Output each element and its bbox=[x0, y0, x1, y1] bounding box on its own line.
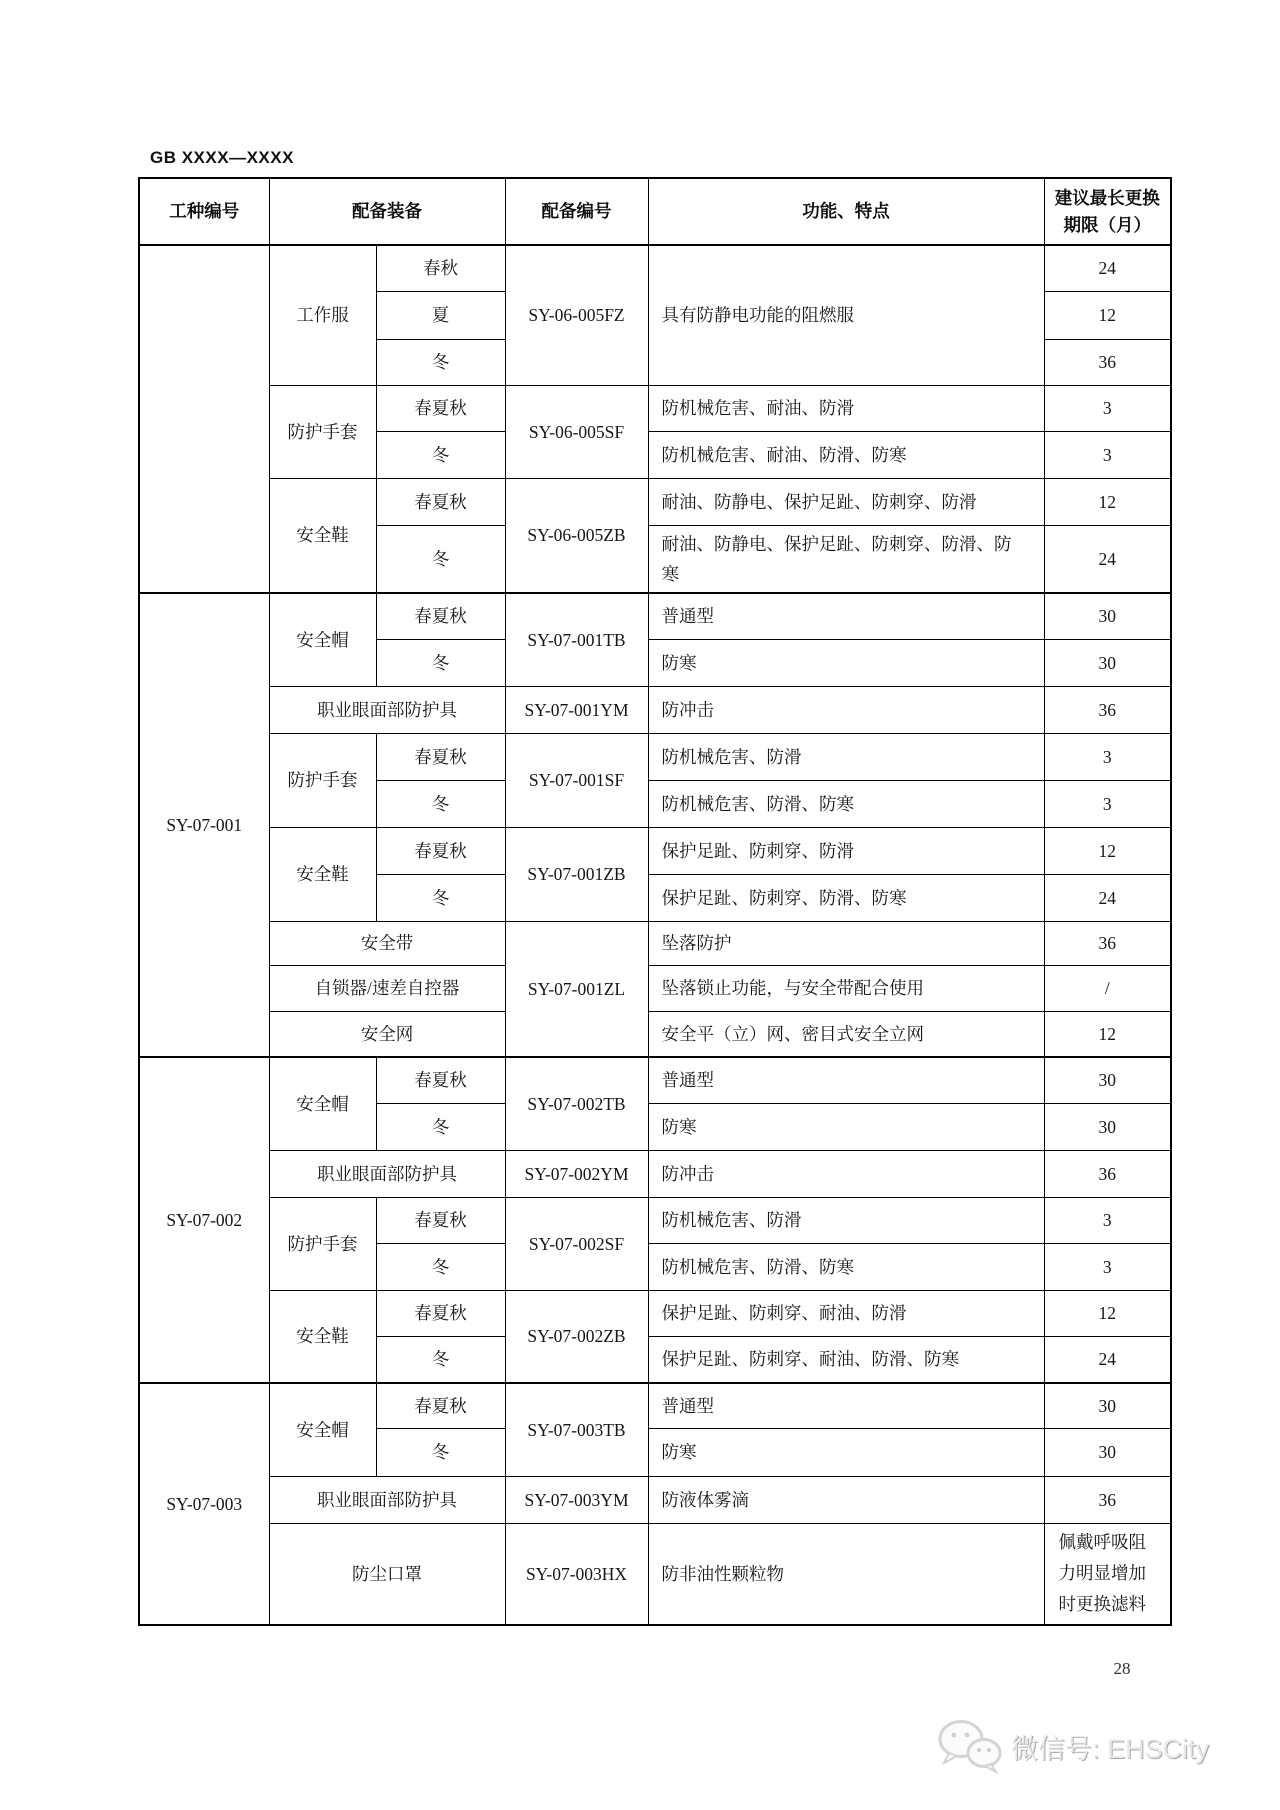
code-cell: SY-07-001SF bbox=[505, 733, 648, 827]
period-cell: 30 bbox=[1044, 1057, 1171, 1103]
table-row bbox=[139, 686, 1171, 733]
code-cell: SY-06-005FZ bbox=[505, 245, 648, 385]
season-cell: 春夏秋 bbox=[376, 593, 505, 639]
feature-cell: 防机械危害、防滑、防寒 bbox=[648, 1243, 1044, 1290]
table-row bbox=[139, 1011, 1171, 1057]
feature-cell: 防机械危害、耐油、防滑 bbox=[648, 385, 1044, 431]
period-cell: 24 bbox=[1044, 525, 1171, 593]
code-cell: SY-07-002YM bbox=[505, 1150, 648, 1197]
feature-cell: 具有防静电功能的阻燃服 bbox=[648, 245, 1044, 385]
season-cell: 春夏秋 bbox=[376, 478, 505, 525]
feature-cell: 普通型 bbox=[648, 593, 1044, 639]
period-cell: 30 bbox=[1044, 593, 1171, 639]
table-row bbox=[139, 593, 1171, 639]
code-cell: SY-07-002TB bbox=[505, 1057, 648, 1150]
feature-cell: 防冲击 bbox=[648, 1150, 1044, 1197]
feature-cell: 防寒 bbox=[648, 639, 1044, 686]
code-cell: SY-06-005ZB bbox=[505, 478, 648, 593]
table-row bbox=[139, 1383, 1171, 1428]
period-cell: 3 bbox=[1044, 385, 1171, 431]
season-cell: 冬 bbox=[376, 780, 505, 827]
feature-cell: 防机械危害、防滑、防寒 bbox=[648, 780, 1044, 827]
feature-cell: 防寒 bbox=[648, 1428, 1044, 1476]
feature-cell: 保护足趾、防刺穿、耐油、防滑、防寒 bbox=[648, 1336, 1044, 1383]
page-number: 28 bbox=[1113, 1659, 1131, 1678]
equipment-cell: 安全网 bbox=[269, 1011, 505, 1057]
feature-cell: 防冲击 bbox=[648, 686, 1044, 733]
season-cell: 春夏秋 bbox=[376, 385, 505, 431]
season-cell: 冬 bbox=[376, 339, 505, 385]
feature-cell: 普通型 bbox=[648, 1383, 1044, 1428]
equipment-cell: 自锁器/速差自控器 bbox=[269, 965, 505, 1011]
equipment-cell: 安全鞋 bbox=[269, 1290, 376, 1383]
feature-cell: 耐油、防静电、保护足趾、防刺穿、防滑 bbox=[648, 478, 1044, 525]
table-row bbox=[139, 1290, 1171, 1336]
code-cell: SY-07-003HX bbox=[505, 1523, 648, 1625]
watermark-text: 微信号: EHSCity bbox=[1011, 1733, 1210, 1764]
season-cell: 春夏秋 bbox=[376, 1383, 505, 1428]
column-header: 配备编号 bbox=[505, 178, 648, 245]
season-cell: 冬 bbox=[376, 431, 505, 478]
period-cell: 24 bbox=[1044, 1336, 1171, 1383]
period-cell: 36 bbox=[1044, 339, 1171, 385]
equipment-cell: 安全帽 bbox=[269, 1383, 376, 1476]
feature-cell: 坠落防护 bbox=[648, 921, 1044, 965]
period-cell: 12 bbox=[1044, 1011, 1171, 1057]
period-cell: 36 bbox=[1044, 1476, 1171, 1523]
season-cell: 夏 bbox=[376, 291, 505, 339]
season-cell: 春夏秋 bbox=[376, 1057, 505, 1103]
code-cell: SY-07-001YM bbox=[505, 686, 648, 733]
season-cell: 冬 bbox=[376, 874, 505, 921]
equipment-table bbox=[138, 177, 1172, 1626]
season-cell: 冬 bbox=[376, 1243, 505, 1290]
table-row bbox=[139, 965, 1171, 1011]
period-cell: 36 bbox=[1044, 1150, 1171, 1197]
column-header: 配备装备 bbox=[269, 178, 505, 245]
table-row bbox=[139, 1197, 1171, 1243]
feature-cell: 保护足趾、防刺穿、耐油、防滑 bbox=[648, 1290, 1044, 1336]
season-cell: 冬 bbox=[376, 1428, 505, 1476]
period-cell: 12 bbox=[1044, 478, 1171, 525]
code-cell: SY-07-003YM bbox=[505, 1476, 648, 1523]
table-header bbox=[139, 178, 1171, 245]
period-cell: 30 bbox=[1044, 1383, 1171, 1428]
code-cell: SY-07-003TB bbox=[505, 1383, 648, 1476]
code-cell: SY-07-001TB bbox=[505, 593, 648, 686]
period-cell: 12 bbox=[1044, 291, 1171, 339]
equipment-cell: 安全帽 bbox=[269, 593, 376, 686]
worktype-cell bbox=[139, 245, 269, 593]
equipment-cell: 安全鞋 bbox=[269, 827, 376, 921]
column-header: 工种编号 bbox=[139, 178, 269, 245]
period-cell: / bbox=[1044, 965, 1171, 1011]
table-row bbox=[139, 1523, 1171, 1625]
code-cell: SY-07-001ZB bbox=[505, 827, 648, 921]
period-cell: 3 bbox=[1044, 1243, 1171, 1290]
feature-cell: 安全平（立）网、密目式安全立网 bbox=[648, 1011, 1044, 1057]
period-cell: 24 bbox=[1044, 245, 1171, 291]
season-cell: 春夏秋 bbox=[376, 827, 505, 874]
feature-cell: 普通型 bbox=[648, 1057, 1044, 1103]
table-row bbox=[139, 733, 1171, 780]
feature-cell: 防机械危害、防滑 bbox=[648, 1197, 1044, 1243]
season-cell: 春夏秋 bbox=[376, 733, 505, 780]
equipment-cell: 防护手套 bbox=[269, 733, 376, 827]
equipment-cell: 职业眼面部防护具 bbox=[269, 686, 505, 733]
season-cell: 冬 bbox=[376, 639, 505, 686]
watermark bbox=[936, 1716, 1209, 1776]
feature-cell: 防机械危害、防滑 bbox=[648, 733, 1044, 780]
period-cell: 36 bbox=[1044, 686, 1171, 733]
feature-cell: 防非油性颗粒物 bbox=[648, 1523, 1044, 1625]
code-cell: SY-06-005SF bbox=[505, 385, 648, 478]
equipment-cell: 安全鞋 bbox=[269, 478, 376, 593]
code-cell: SY-07-002SF bbox=[505, 1197, 648, 1290]
period-cell: 12 bbox=[1044, 827, 1171, 874]
table-row bbox=[139, 478, 1171, 525]
worktype-cell: SY-07-001 bbox=[139, 593, 269, 1057]
feature-cell: 防液体雾滴 bbox=[648, 1476, 1044, 1523]
period-note-cell: 佩戴呼吸阻力明显增加时更换滤料 bbox=[1044, 1523, 1171, 1625]
feature-cell: 防寒 bbox=[648, 1103, 1044, 1150]
wechat-icon bbox=[936, 1718, 1002, 1774]
table-row bbox=[139, 921, 1171, 965]
table-row bbox=[139, 1476, 1171, 1523]
table-header-row bbox=[139, 178, 1171, 245]
period-cell: 30 bbox=[1044, 1103, 1171, 1150]
equipment-cell: 防护手套 bbox=[269, 385, 376, 478]
code-cell: SY-07-002ZB bbox=[505, 1290, 648, 1383]
standard-reference: GB XXXX—XXXX bbox=[150, 148, 294, 167]
period-cell: 12 bbox=[1044, 1290, 1171, 1336]
table-row bbox=[139, 1150, 1171, 1197]
season-cell: 冬 bbox=[376, 1336, 505, 1383]
equipment-cell: 防护手套 bbox=[269, 1197, 376, 1290]
feature-cell: 防机械危害、耐油、防滑、防寒 bbox=[648, 431, 1044, 478]
season-cell: 春夏秋 bbox=[376, 1290, 505, 1336]
equipment-cell: 防尘口罩 bbox=[269, 1523, 505, 1625]
worktype-cell: SY-07-003 bbox=[139, 1383, 269, 1625]
period-cell: 36 bbox=[1044, 921, 1171, 965]
feature-cell: 保护足趾、防刺穿、防滑 bbox=[648, 827, 1044, 874]
feature-cell: 耐油、防静电、保护足趾、防刺穿、防滑、防寒 bbox=[648, 525, 1044, 593]
column-header: 建议最长更换期限（月） bbox=[1044, 178, 1171, 245]
period-cell: 3 bbox=[1044, 780, 1171, 827]
worktype-cell: SY-07-002 bbox=[139, 1057, 269, 1383]
table-row bbox=[139, 1057, 1171, 1103]
period-cell: 24 bbox=[1044, 874, 1171, 921]
table-row bbox=[139, 385, 1171, 431]
period-cell: 30 bbox=[1044, 639, 1171, 686]
table-row bbox=[139, 245, 1171, 291]
table-row bbox=[139, 827, 1171, 874]
equipment-cell: 工作服 bbox=[269, 245, 376, 385]
period-cell: 30 bbox=[1044, 1428, 1171, 1476]
feature-cell: 保护足趾、防刺穿、防滑、防寒 bbox=[648, 874, 1044, 921]
column-header: 功能、特点 bbox=[648, 178, 1044, 245]
equipment-cell: 安全帽 bbox=[269, 1057, 376, 1150]
period-cell: 3 bbox=[1044, 1197, 1171, 1243]
season-cell: 冬 bbox=[376, 1103, 505, 1150]
equipment-cell: 职业眼面部防护具 bbox=[269, 1150, 505, 1197]
code-cell: SY-07-001ZL bbox=[505, 921, 648, 1057]
season-cell: 春秋 bbox=[376, 245, 505, 291]
feature-cell: 坠落锁止功能，与安全带配合使用 bbox=[648, 965, 1044, 1011]
period-cell: 3 bbox=[1044, 733, 1171, 780]
equipment-cell: 安全带 bbox=[269, 921, 505, 965]
equipment-cell: 职业眼面部防护具 bbox=[269, 1476, 505, 1523]
table-body bbox=[139, 245, 1171, 1625]
season-cell: 春夏秋 bbox=[376, 1197, 505, 1243]
period-cell: 3 bbox=[1044, 431, 1171, 478]
season-cell: 冬 bbox=[376, 525, 505, 593]
